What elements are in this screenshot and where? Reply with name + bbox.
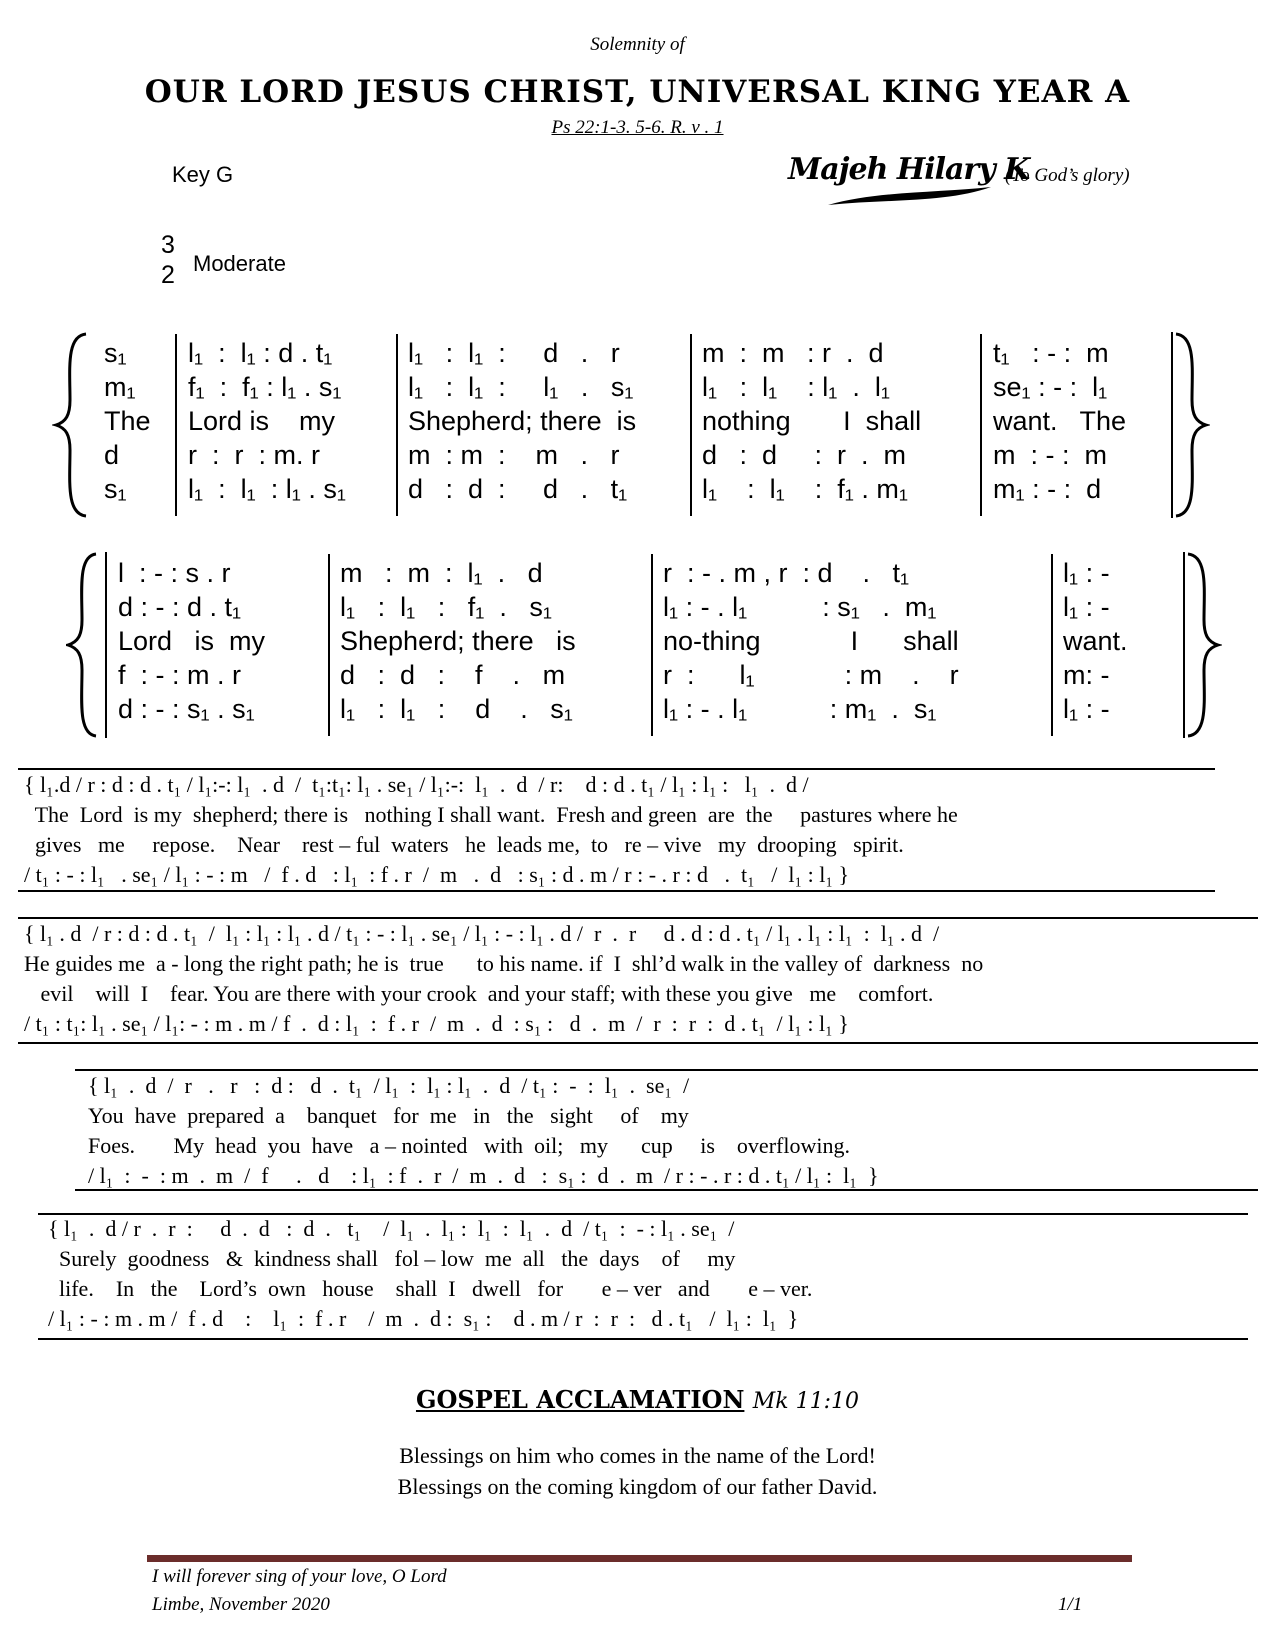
verse-text-line: life. In the Lord’s own house shall I dwell for e – ver and e – ver. (48, 1276, 813, 1301)
verse-tonic-sol-fa-end: / l₁ : - : m . m / f . d : l₁ : f . r / m . d : s₁ : d . m / r : r : d . t₁ / l₁ : l₁ } (48, 1306, 799, 1331)
tenor-bar-4: m : - : m (993, 440, 1107, 470)
verse-text-line: Foes. My head you have a – nointed with oil; my cup is overflowing. (88, 1133, 850, 1158)
soprano-bar-4: l₁ : - (1063, 558, 1110, 588)
refrain-system-2 (0, 550, 1275, 740)
bass-bar-3: l₁ : l₁ : f₁ . m₁ (702, 474, 908, 504)
gospel-line-1: Blessings on him who comes in the name of the Lord! (399, 1443, 876, 1468)
soprano-pickup: s₁ (104, 338, 127, 368)
verse-2 (24, 921, 1264, 1051)
bass-bar-2: l₁ : l₁ : d . s₁ (340, 694, 573, 724)
alto-bar-3: l₁ : l₁ : l₁ . l₁ (702, 372, 890, 402)
composer-name: Majeh Hilary K (788, 152, 1030, 187)
soprano-bar-3: m : m : r . d (702, 338, 884, 368)
barline (396, 334, 398, 516)
composer-swash-ornament (826, 183, 996, 213)
verse-text-line: gives me repose. Near rest – ful waters he leads me, to re – vive my drooping spirit. (24, 832, 904, 857)
bass-pickup: s₁ (104, 474, 127, 504)
barline (980, 334, 982, 516)
alto-bar-1: f₁ : f₁ : l₁ . s₁ (188, 372, 342, 402)
verse-tonic-sol-fa-start: { l₁ . d / r : d : d . t₁ / l₁ : l₁ : l₁ . d / t₁ : - : l₁ . se₁ / l₁ : - : l₁ . d / r . r d . d : d . t₁ / l₁ . l₁ : l₁ : l₁ . d / (24, 921, 940, 946)
soprano-bar-2: m : m : l₁ . d (340, 558, 543, 588)
barline (690, 334, 692, 516)
verse-1 (24, 772, 1254, 902)
soprano-bar-4: t₁ : - : m (993, 338, 1109, 368)
verse-text-line: Surely goodness & kindness shall fol – low me all the days of my (48, 1246, 736, 1271)
tempo-marking: Moderate (193, 251, 286, 276)
lyrics-bar-4: want. (1063, 626, 1128, 656)
tenor-bar-1: f : - : m . r (118, 660, 241, 690)
page-number: 1/1 (1058, 1594, 1083, 1615)
lyrics-bar-3: nothing I shall (702, 406, 922, 436)
psalm-reference: Ps 22:1-3. 5-6. R. v . 1 (551, 117, 724, 138)
lyrics-pickup: The (104, 406, 151, 436)
verse-tonic-sol-fa-start: { l₁.d / r : d : d . t₁ / l₁:-: l₁ . d / t₁:t₁: l₁ . se₁ / l₁:-: l₁ . d / r: d : d . t₁ / l₁ : l₁ : l₁ . d / (24, 772, 809, 797)
bass-bar-1: d : - : s₁ . s₁ (118, 694, 255, 724)
bass-bar-1: l₁ : l₁ : l₁ . s₁ (188, 474, 346, 504)
alto-bar-2: l₁ : l₁ : f₁ . s₁ (340, 592, 552, 622)
alto-bar-4: l₁ : - (1063, 592, 1110, 622)
system-right-brace (1170, 330, 1210, 520)
alto-bar-4: se₁ : - : l₁ (993, 372, 1108, 402)
tenor-bar-4: m: - (1063, 660, 1110, 690)
gospel-heading-reference: Mk 11:10 (752, 1389, 860, 1414)
refrain-system-1 (0, 330, 1275, 520)
dedication-label: (To God’s glory) (1005, 165, 1130, 186)
verse-tonic-sol-fa-start: { l₁ . d / r . r : d . d : d . t₁ / l₁ . l₁ : l₁ : l₁ . d / t₁ : - : l₁ . se₁ / (48, 1216, 735, 1241)
key-signature: Key G (172, 162, 234, 187)
alto-bar-1: d : - : d . t₁ (118, 592, 242, 622)
system-right-brace (1182, 550, 1222, 740)
alto-bar-2: l₁ : l₁ : l₁ . s₁ (408, 372, 634, 402)
occasion-label: Solemnity of (590, 34, 685, 55)
gospel-acclamation-heading (0, 1385, 1275, 1414)
lyrics-bar-1: Lord is my (188, 406, 336, 436)
lyrics-bar-3: no-thing I shall (663, 626, 959, 656)
verse-text-line: evil will I fear. You are there with your crook and your staff; with these you give me comfort. (24, 981, 934, 1006)
tenor-bar-1: r : r : m. r (188, 440, 320, 470)
tenor-bar-3: d : d : r . m (702, 440, 907, 470)
barline (651, 554, 653, 736)
lyrics-bar-2: Shepherd; there is (340, 626, 576, 656)
system-left-brace (66, 550, 110, 740)
footer-divider (147, 1555, 1132, 1562)
barline (328, 554, 330, 736)
alto-bar-3: l₁ : - . l₁ : s₁ . m₁ (663, 592, 937, 622)
verse-rule (38, 1213, 1248, 1215)
verse-rule (38, 1338, 1248, 1340)
time-signature-top: 3 (161, 231, 175, 259)
verse-tonic-sol-fa-end: / t₁ : t₁: l₁ . se₁ / l₁: - : m . m / f . d : l₁ : f . r / m . d : s₁ : d . m / r : r : d . t₁ / l₁ : l₁ } (24, 1011, 849, 1036)
gospel-acclamation-text (0, 1440, 1275, 1502)
verse-rule (18, 890, 1215, 892)
verse-tonic-sol-fa-start: { l₁ . d / r . r : d : d . t₁ / l₁ : l₁ : l₁ . d / t₁ : - : l₁ . se₁ / (88, 1073, 690, 1098)
verse-text-line: You have prepared a banquet for me in the sight of my (88, 1103, 689, 1128)
page-title: OUR LORD JESUS CHRIST, UNIVERSAL KING YEAR A (144, 74, 1131, 110)
alto-pickup: m₁ (104, 372, 136, 402)
bass-bar-4: l₁ : - (1063, 694, 1110, 724)
bass-bar-3: l₁ : - . l₁ : m₁ . s₁ (663, 694, 937, 724)
barline (175, 334, 177, 516)
soprano-bar-1: l₁ : l₁ : d . t₁ (188, 338, 333, 368)
lyrics-bar-4: want. The (993, 406, 1127, 436)
bass-bar-4: m₁ : - : d (993, 474, 1102, 504)
lyrics-bar-2: Shepherd; there is (408, 406, 637, 436)
verse-rule (75, 1189, 1258, 1191)
footer-motto: I will forever sing of your love, O Lord (152, 1566, 447, 1587)
tenor-bar-2: m : m : m . r (408, 440, 620, 470)
soprano-bar-3: r : - . m , r : d . t₁ (663, 558, 910, 588)
time-signature (158, 230, 178, 290)
tenor-pickup: d (104, 440, 120, 470)
soprano-bar-1: l : - : s . r (118, 558, 231, 588)
verse-text-line: He guides me a - long the right path; he is true to his name. if I shl’d walk in the valley of darkness no (24, 951, 984, 976)
lyrics-bar-1: Lord is my (118, 626, 266, 656)
footer-place-date: Limbe, November 2020 (152, 1594, 330, 1615)
verse-rule (18, 917, 1258, 919)
verse-4 (48, 1216, 1248, 1346)
verse-3 (88, 1073, 1258, 1203)
time-signature-bottom: 2 (161, 261, 175, 289)
verse-text-line: The Lord is my shepherd; there is nothing I shall want. Fresh and green are the pastures where he (24, 802, 958, 827)
verse-rule (18, 768, 1215, 770)
verse-rule (18, 1042, 1258, 1044)
system-left-brace (52, 330, 92, 520)
soprano-bar-2: l₁ : l₁ : d . r (408, 338, 620, 368)
tenor-bar-2: d : d : f . m (340, 660, 566, 690)
tenor-bar-3: r : l₁ : m . r (663, 660, 959, 690)
verse-rule (75, 1069, 1258, 1071)
barline (1051, 554, 1053, 736)
gospel-heading-title: GOSPEL ACCLAMATION (415, 1385, 745, 1414)
gospel-line-2: Blessings on the coming kingdom of our father David. (397, 1474, 878, 1499)
bass-bar-2: d : d : d . t₁ (408, 474, 628, 504)
verse-tonic-sol-fa-end: / t₁ : - : l₁ . se₁ / l₁ : - : m / f . d : l₁ : f . r / m . d : s₁ : d . m / r : - . r : d . t₁ / l₁ : l₁ } (24, 862, 850, 887)
verse-tonic-sol-fa-end: / l₁ : - : m . m / f . d : l₁ : f . r / m . d : s₁ : d . m / r : - . r : d . t₁ / l₁ : l₁ } (88, 1163, 879, 1188)
